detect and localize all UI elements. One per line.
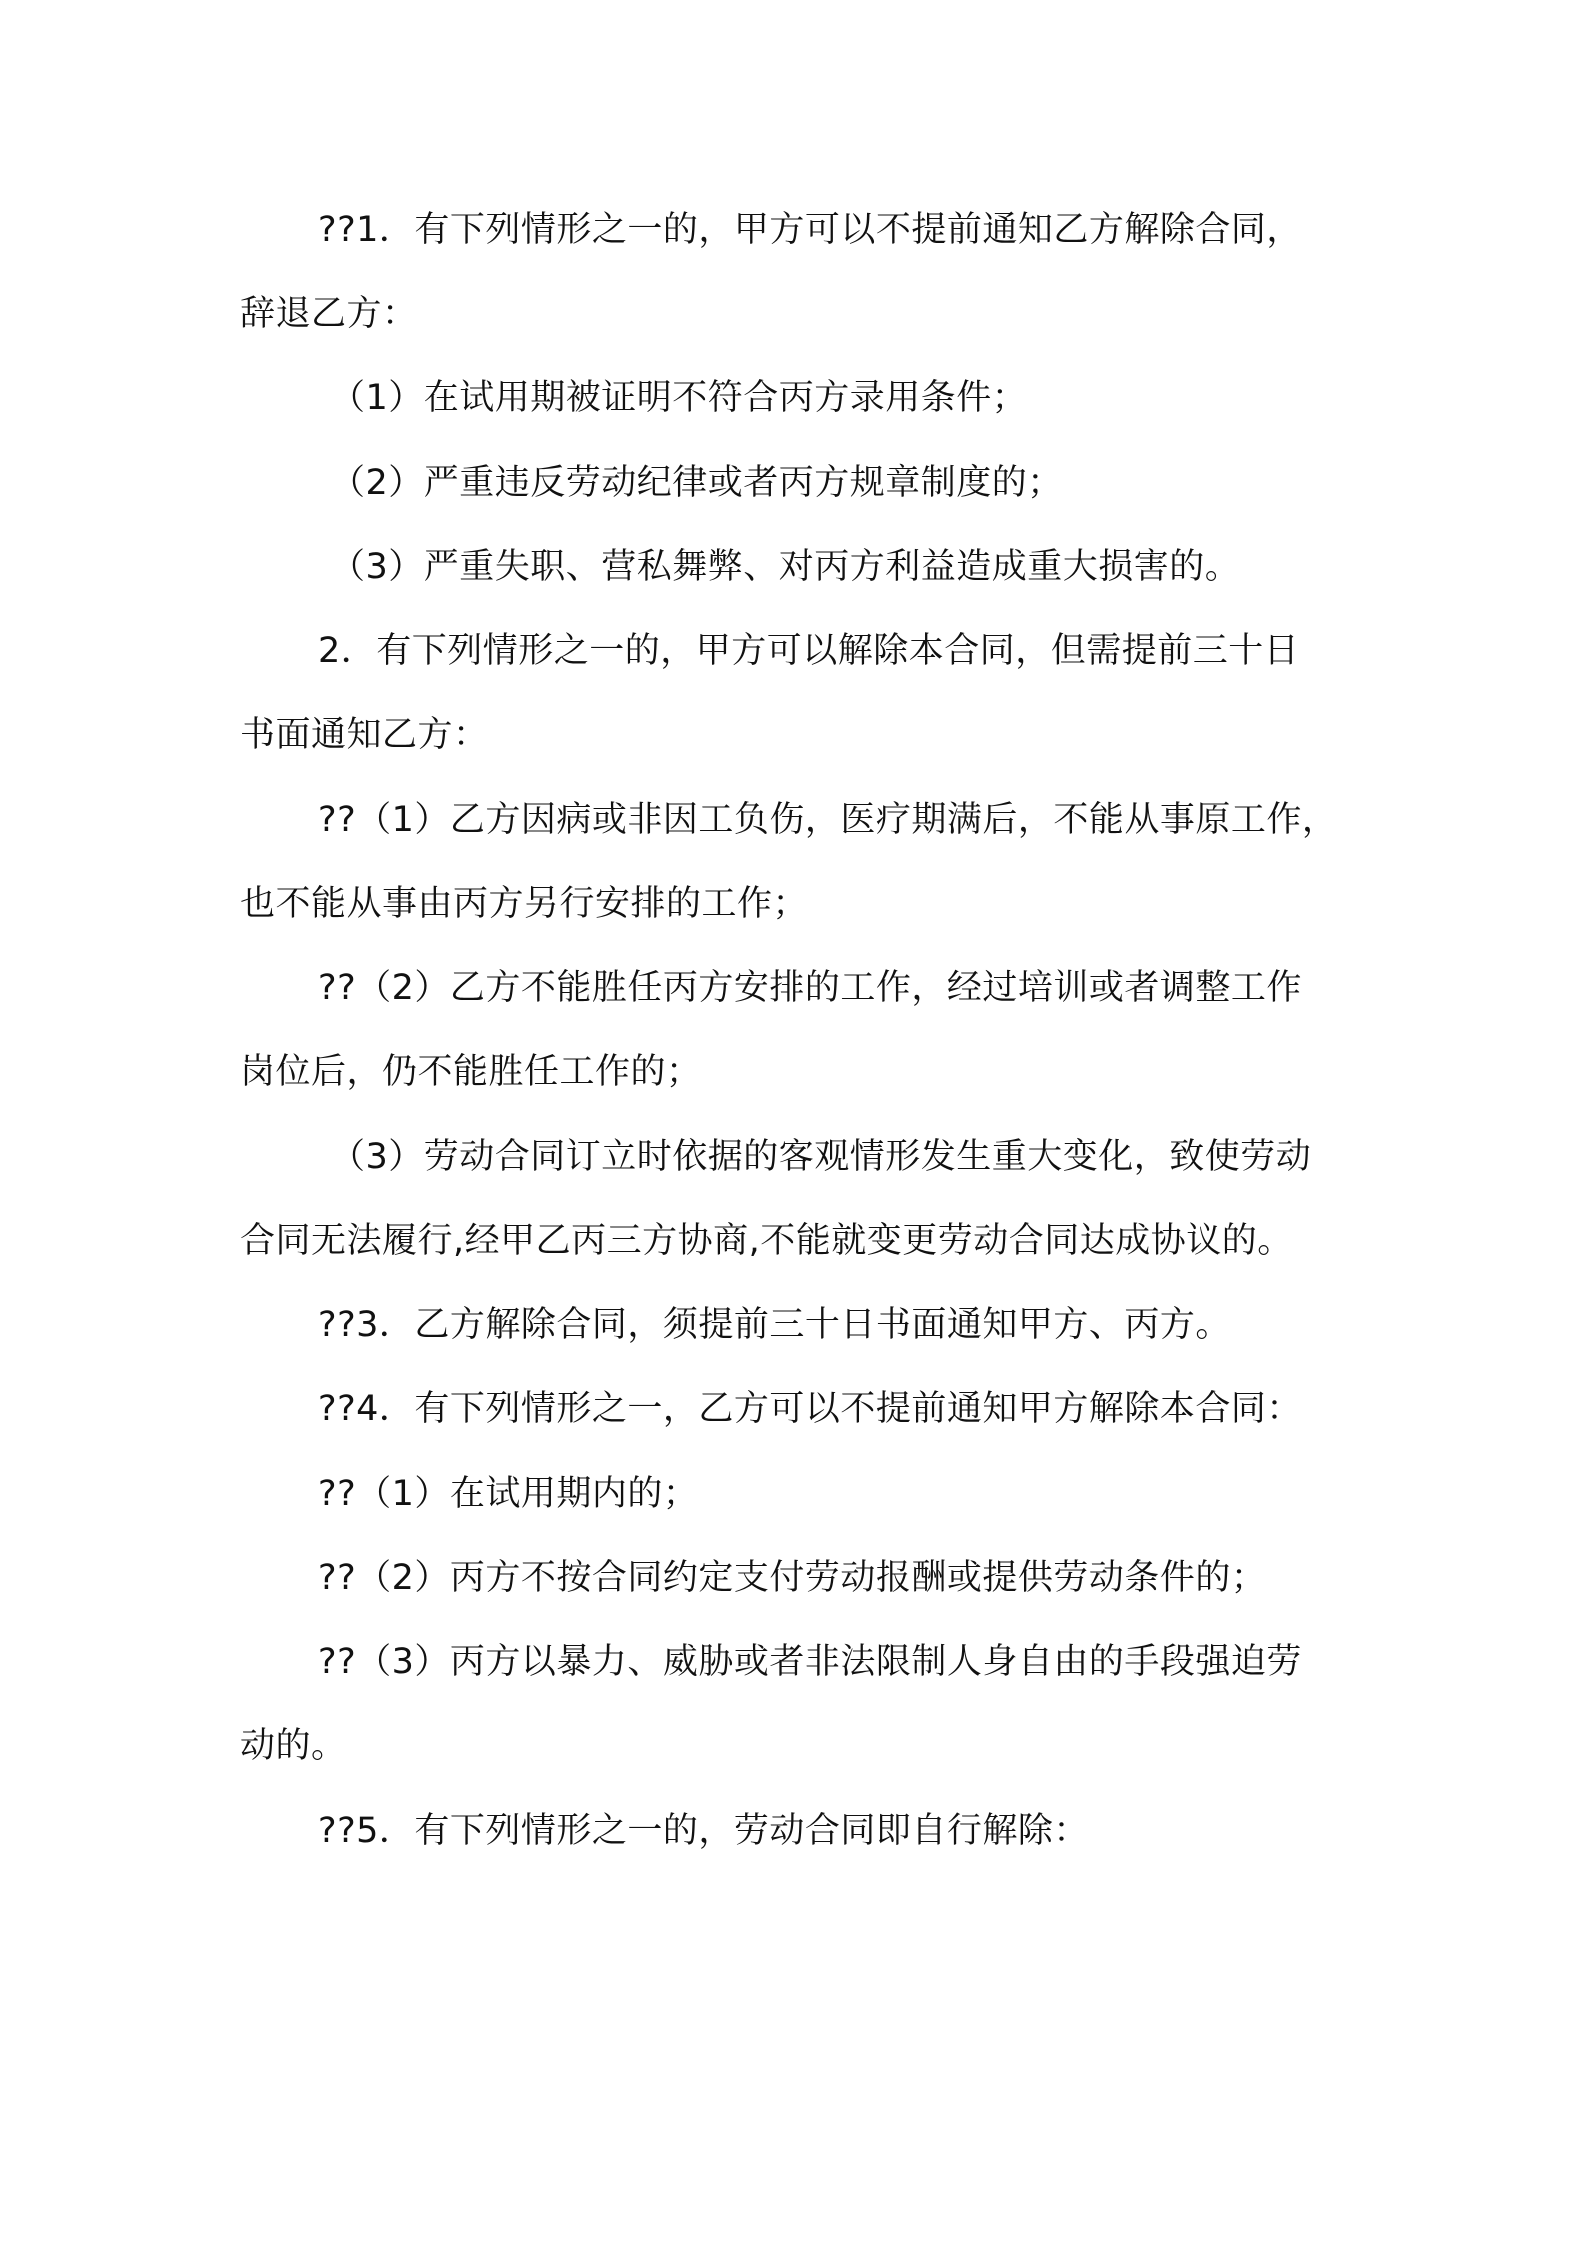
text-line: ??1．有下列情形之一的，甲方可以不提前通知乙方解除合同，	[318, 210, 1302, 250]
text-line: ??（1）在试用期内的；	[318, 1474, 699, 1514]
text-line: ??3．乙方解除合同，须提前三十日书面通知甲方、丙方。	[318, 1305, 1231, 1345]
text-line: ??（1）乙方因病或非因工负伤，医疗期满后，不能从事原工作，	[318, 800, 1338, 840]
text-line: 辞退乙方：	[240, 294, 418, 334]
text-line: ??（3）丙方以暴力、威胁或者非法限制人身自由的手段强迫劳	[318, 1642, 1302, 1682]
text-line: ??（2）乙方不能胜任丙方安排的工作，经过培训或者调整工作	[318, 968, 1302, 1008]
text-line: ??4．有下列情形之一，乙方可以不提前通知甲方解除本合同：	[318, 1389, 1302, 1429]
text-line: 书面通知乙方：	[240, 715, 489, 755]
text-line: 也不能从事由丙方另行安排的工作；	[240, 884, 809, 924]
text-line: （1）在试用期被证明不符合丙方录用条件；	[330, 378, 1028, 418]
text-line: （3）劳动合同订立时依据的客观情形发生重大变化，致使劳动	[330, 1137, 1312, 1177]
text-line: 2．有下列情形之一的，甲方可以解除本合同，但需提前三十日	[318, 631, 1300, 671]
text-line: 合同无法履行,经甲乙丙三方协商,不能就变更劳动合同达成协议的。	[240, 1221, 1293, 1261]
text-line: 动的。	[240, 1726, 347, 1766]
text-line: （3）严重失职、营私舞弊、对丙方利益造成重大损害的。	[330, 547, 1241, 587]
text-line: ??5．有下列情形之一的，劳动合同即自行解除：	[318, 1811, 1089, 1851]
text-line: （2）严重违反劳动纪律或者丙方规章制度的；	[330, 463, 1063, 503]
text-line: 岗位后，仍不能胜任工作的；	[240, 1052, 702, 1092]
text-line: ??（2）丙方不按合同约定支付劳动报酬或提供劳动条件的；	[318, 1558, 1267, 1598]
